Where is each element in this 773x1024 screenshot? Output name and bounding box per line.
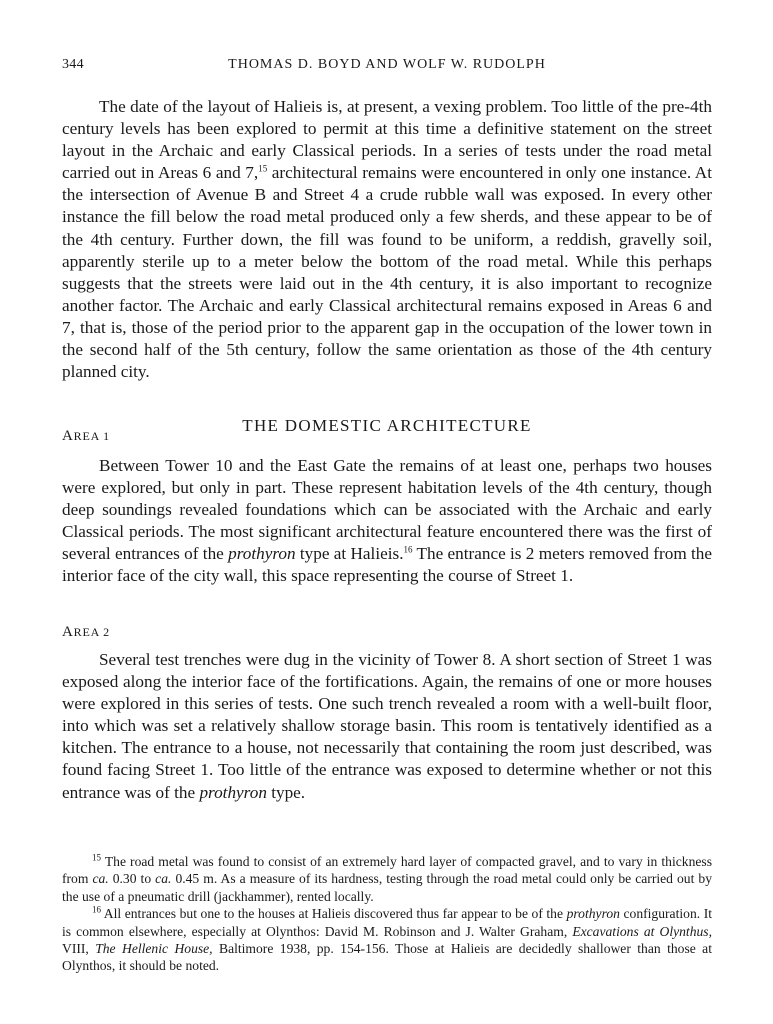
footnote-16	[62, 905, 712, 975]
paragraph-text: Several test trenches were dug in the vicinity of Tower 8. A short section of Street 1 was exposed along the interior face of the fortifications. Again, the remains of one or more houses were explored in this series of tests. One such trench revealed a room with a well-built floor, into which was set a relatively shallow storage basin. This room is tentatively identified as a kitchen. The entrance to a house, not necessarily that containing the room just described, was found facing Street 1. Too little of the entrance was exposed to determine whether or not this entrance was of the	[62, 650, 712, 802]
italic-title: Excavations at Olynthus,	[572, 923, 712, 939]
footnote-text: The road metal was found to consist of an extremely hard layer of compacted gravel, and to vary in thickness from	[62, 854, 712, 887]
paragraph-layout-date	[62, 96, 712, 383]
italic-term: prothyron	[566, 906, 620, 922]
paragraph-text: Between Tower 10 and the East Gate the remains of at least one, perhaps two houses were explored, but only in part. These represent habitation levels of the 4th century, though deep soundings revealed foundations which can be associated with the Archaic and early Classical periods. The most significant architectural feature encountered there was the first of several entrances of the	[62, 456, 712, 564]
footnote-ref-15[interactable]: 15	[258, 163, 268, 174]
running-head	[62, 57, 712, 79]
footnote-mark: 15	[92, 852, 101, 863]
heading-initial: A	[62, 428, 74, 444]
paragraph-text: type.	[266, 782, 306, 802]
italic-title: The Hellenic House,	[95, 941, 213, 957]
footnote-15	[62, 853, 712, 905]
italic-term: prothyron	[228, 544, 296, 564]
footnote-mark: 16	[92, 904, 101, 915]
footnote-ref-16[interactable]: 16	[403, 544, 413, 555]
area-2-heading	[62, 624, 110, 641]
paragraph-area-2	[62, 649, 712, 804]
footnote-text: VIII,	[62, 941, 96, 957]
section-heading: THE DOMESTIC ARCHITECTURE	[242, 416, 532, 435]
paragraph-text: The entrance is 2 meters removed from the interior face of the city wall, this space representing the course of Street 1.	[62, 544, 712, 586]
paragraph-text: architectural remains were encountered in only one instance. At the intersection of Avenue B and Street 4 a crude rubble wall was exposed. In every other instance the fill below the road metal produced only a few sherds, and these appear to be of the 4th century. Further down, the fill was found to be uniform, a reddish, gravelly soil, apparently sterile up to a meter below the bottom of the road metal. While this perhaps suggests that the streets were laid out in the 4th century, it is also important to recognize another factor. The Archaic and early Classical architectural remains exposed in Areas 6 and 7, that is, those of the period prior to the apparent gap in the occupation of the lower town in the second half of the 5th century, follow the same orientation as those of the 4th century planned city.	[62, 163, 712, 382]
paragraph-area-1	[62, 455, 712, 588]
footnote-text: Baltimore 1938, pp. 154-156. Those at Halieis are decidedly shallower than those at Olynthos, it should be noted.	[62, 941, 712, 974]
italic-term: ca.	[155, 871, 172, 887]
paragraph-text: type at Halieis.	[295, 544, 404, 564]
footnotes	[62, 853, 712, 975]
running-head-authors: THOMAS D. BOYD AND WOLF W. RUDOLPH	[228, 57, 546, 72]
area-1-heading	[62, 428, 110, 445]
footnote-text: 0.30 to	[108, 871, 156, 887]
heading-initial: A	[62, 624, 74, 640]
italic-term: ca.	[92, 871, 109, 887]
footnote-text: All entrances but one to the houses at Halieis discovered thus far appear to be of the	[101, 906, 567, 922]
paragraph-text: The date of the layout of Halieis is, at present, a vexing problem. Too little of the pre-4th century levels has been explored to permit at this time a definitive statement on the street layout in the Archaic and early Classical periods. In a series of tests under the road metal carried out in Areas 6 and 7,	[62, 97, 712, 183]
footnote-text: configuration. It is common elsewhere, especially at Olynthos: David M. Robinson and J. Walter Graham,	[62, 906, 712, 939]
heading-rest: REA 2	[73, 625, 110, 639]
italic-term: prothyron	[199, 782, 267, 802]
footnote-text: 0.45 m. As a measure of its hardness, testing through the road metal could only be carried out by the use of a pneumatic drill (jackhammer), rented locally.	[62, 871, 712, 904]
page-number: 344	[62, 57, 84, 72]
heading-rest: REA 1	[73, 429, 110, 443]
